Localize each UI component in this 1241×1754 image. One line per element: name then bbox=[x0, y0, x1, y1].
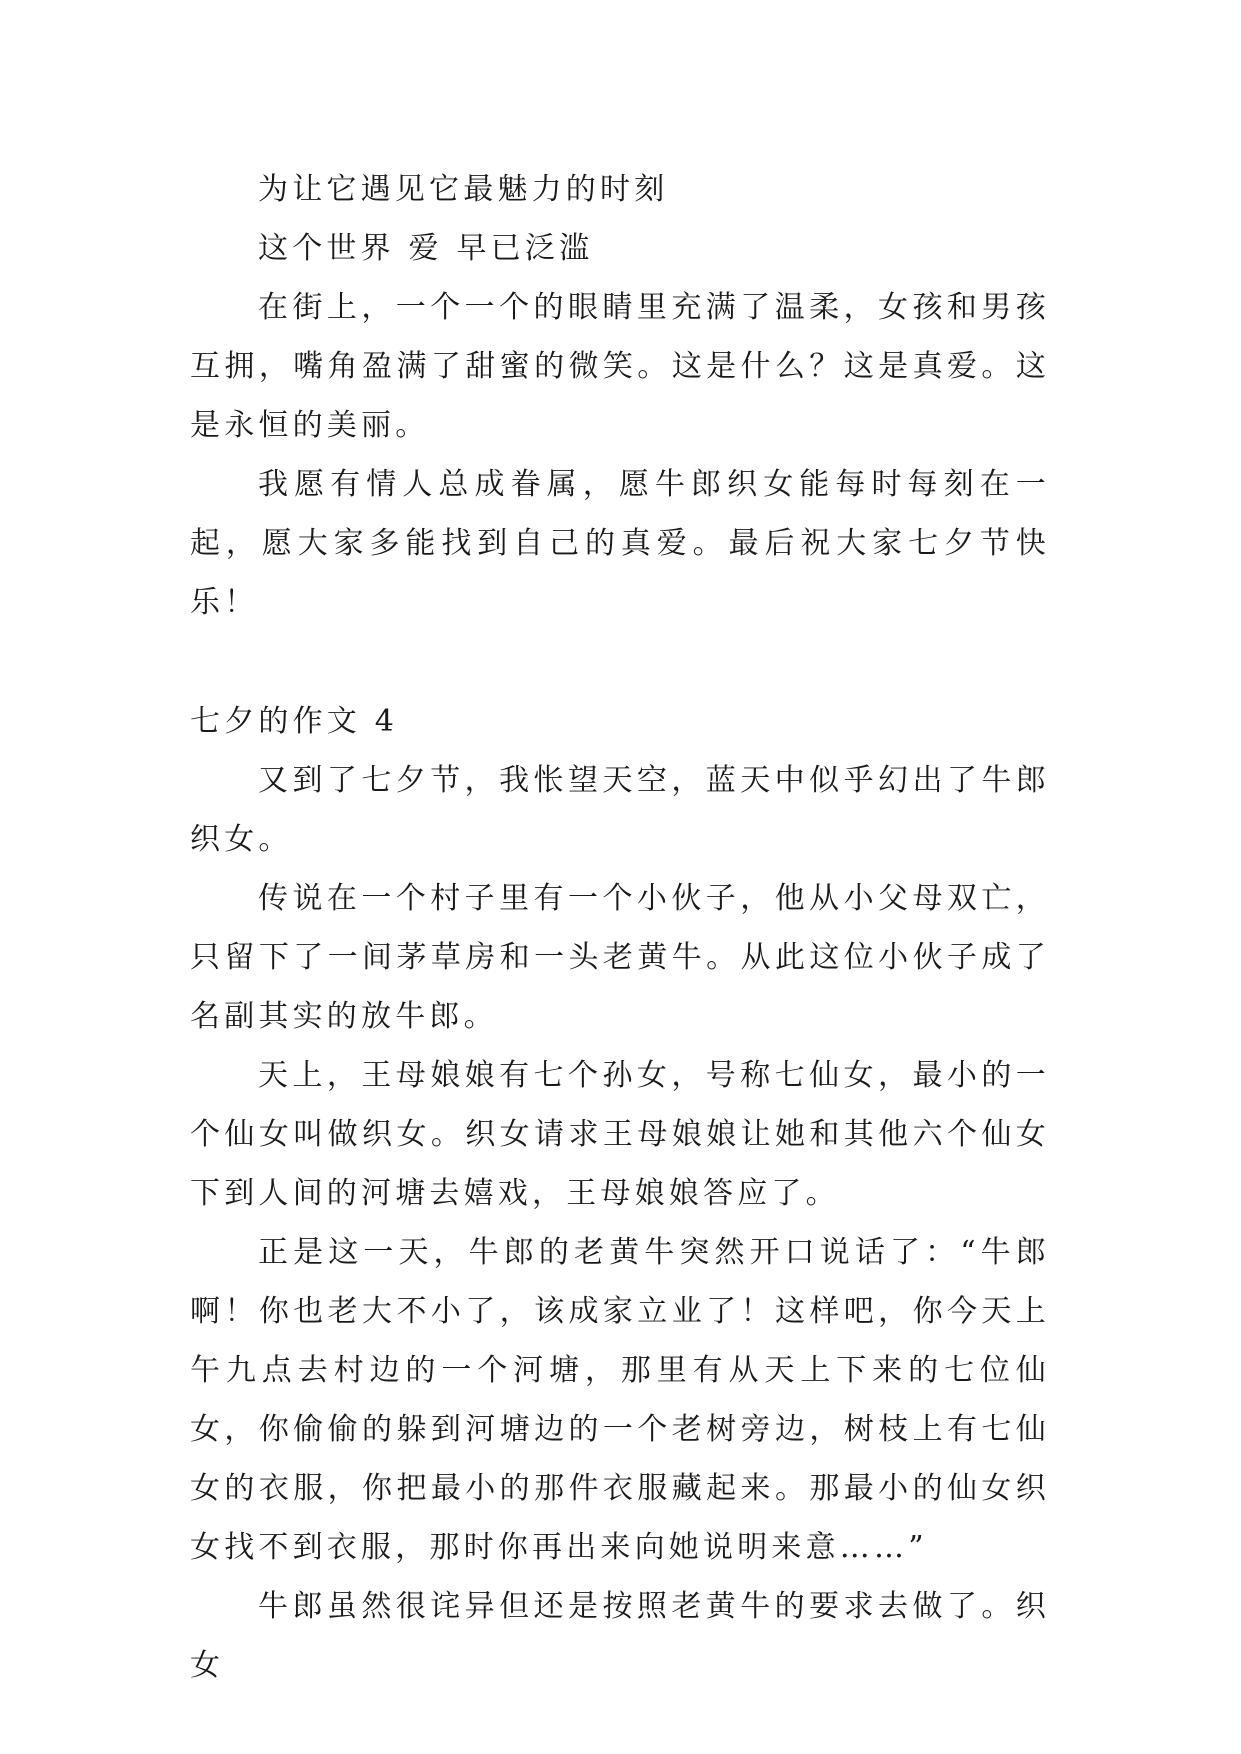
paragraph-9: 牛郎虽然很诧异但还是按照老黄牛的要求去做了。织女 bbox=[190, 1589, 1050, 1683]
paragraph-1: 为让它遇见它最魅力的时刻 bbox=[258, 172, 669, 207]
paragraph-4: 我愿有情人总成眷属，愿牛郎织女能每时每刻在一起，愿大家多能找到自己的真爱。最后祝大家七夕节快乐！ bbox=[190, 467, 1050, 620]
paragraph-7: 天上，王母娘娘有七个孙女，号称七仙女，最小的一个仙女叫做织女。织女请求王母娘娘让她和其他六个仙女下到人间的河塘去嬉戏，王母娘娘答应了。 bbox=[190, 1058, 1050, 1211]
paragraph-2: 这个世界 爱 早已泛滥 bbox=[258, 231, 594, 266]
section-title: 七夕的作文 4 bbox=[190, 704, 399, 739]
paragraph-5: 又到了七夕节，我怅望天空，蓝天中似乎幻出了牛郎织女。 bbox=[190, 763, 1050, 857]
paragraph-8: 正是这一天，牛郎的老黄牛突然开口说话了：“牛郎啊！你也老大不小了，该成家立业了！这样吧，你今天上午九点去村边的一个河塘，那里有从天上下来的七位仙女，你偷偷的躲到河塘边的一个老树旁边，树枝上有七仙女的衣服，你把最小的那件衣服藏起来。那最小的仙女织女找不到衣服，那时你再出来向她说明来意……” bbox=[190, 1235, 1050, 1565]
paragraph-3: 在街上，一个一个的眼睛里充满了温柔，女孩和男孩互拥，嘴角盈满了甜蜜的微笑。这是什么？这是真爱。这是永恒的美丽。 bbox=[190, 290, 1050, 443]
document-body bbox=[190, 160, 1050, 1695]
paragraph-6: 传说在一个村子里有一个小伙子，他从小父母双亡，只留下了一间茅草房和一头老黄牛。从此这位小伙子成了名副其实的放牛郎。 bbox=[190, 881, 1050, 1034]
